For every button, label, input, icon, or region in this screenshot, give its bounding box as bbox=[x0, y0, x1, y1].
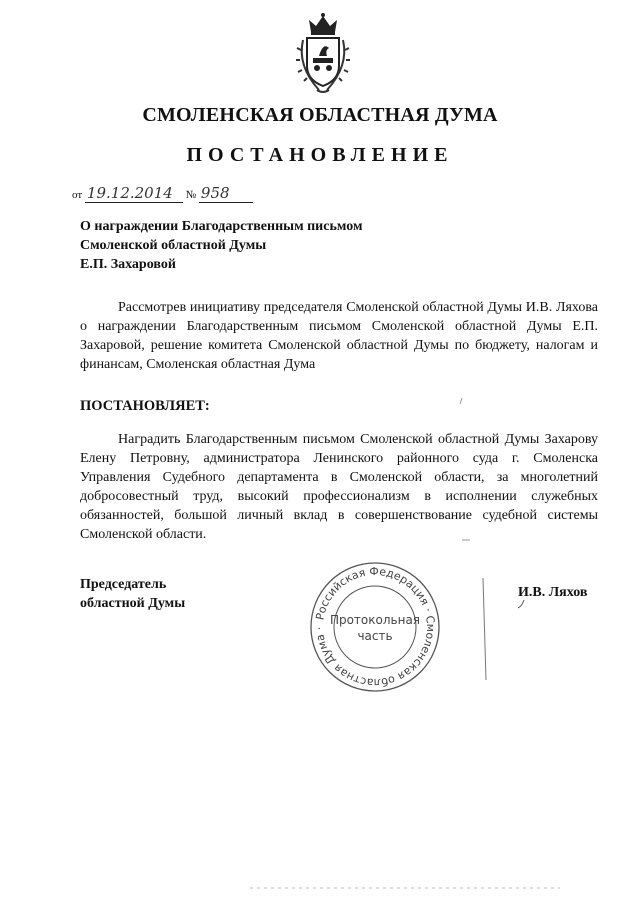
stamp-inner-line: часть bbox=[357, 629, 393, 643]
svg-text:Российская Федерация · Смоленс bbox=[313, 565, 437, 689]
signature-stroke bbox=[483, 578, 486, 680]
coat-of-arms-emblem bbox=[293, 10, 353, 94]
decision-paragraph: Наградить Благодарственным письмом Смоленской областной Думы Захарову Елену Петровну, администратора Ленинского районного суда г. Смоленска Управления Судебного департамента в Смоленской области, за многолетний добросовестный труд, высокий профессионализм в исполнении служебных обязанностей, большой личный вклад в совершенствование судебной системы Смоленской области. bbox=[80, 432, 598, 542]
stamp-outer-text: Российская Федерация · Смоленская областная Дума · bbox=[312, 564, 438, 690]
signatory-title bbox=[80, 575, 185, 613]
preamble-paragraph: Рассмотрев инициативу председателя Смоленской областной Думы И.В. Ляхова о награждении Благодарственным письмом Смоленской областной Думы Е.П. Захаровой, решение комитета Смоленской областной Думы по бюджету, налогам и финансам, Смоленская областная Дума bbox=[80, 300, 598, 372]
signature-stroke bbox=[518, 600, 524, 608]
date-prefix: от bbox=[72, 189, 83, 201]
resolves-heading: ПОСТАНОВЛЯЕТ: bbox=[80, 398, 210, 414]
official-stamp bbox=[305, 557, 445, 697]
signatory-title-line: областной Думы bbox=[80, 596, 186, 611]
subject-block bbox=[80, 217, 500, 274]
number-value: 958 bbox=[199, 184, 253, 203]
organization-title: СМОЛЕНСКАЯ ОБЛАСТНАЯ ДУМА bbox=[142, 104, 498, 126]
subject-line: О награждении Благодарственным письмом bbox=[80, 219, 363, 234]
date-value: 19.12.2014 bbox=[85, 184, 183, 203]
number-prefix: № bbox=[185, 189, 197, 201]
subject-line: Е.П. Захаровой bbox=[80, 257, 176, 272]
signatory-title-line: Председатель bbox=[80, 577, 167, 592]
date-number-row bbox=[72, 184, 253, 203]
stamp-inner-line: Протокольная bbox=[329, 613, 421, 627]
subject-line: Смоленской областной Думы bbox=[80, 238, 267, 253]
document-type-heading: ПОСТАНОВЛЕНИЕ bbox=[186, 144, 454, 166]
scan-speck bbox=[460, 398, 462, 404]
signatory-name: И.В. Ляхов bbox=[518, 585, 588, 600]
